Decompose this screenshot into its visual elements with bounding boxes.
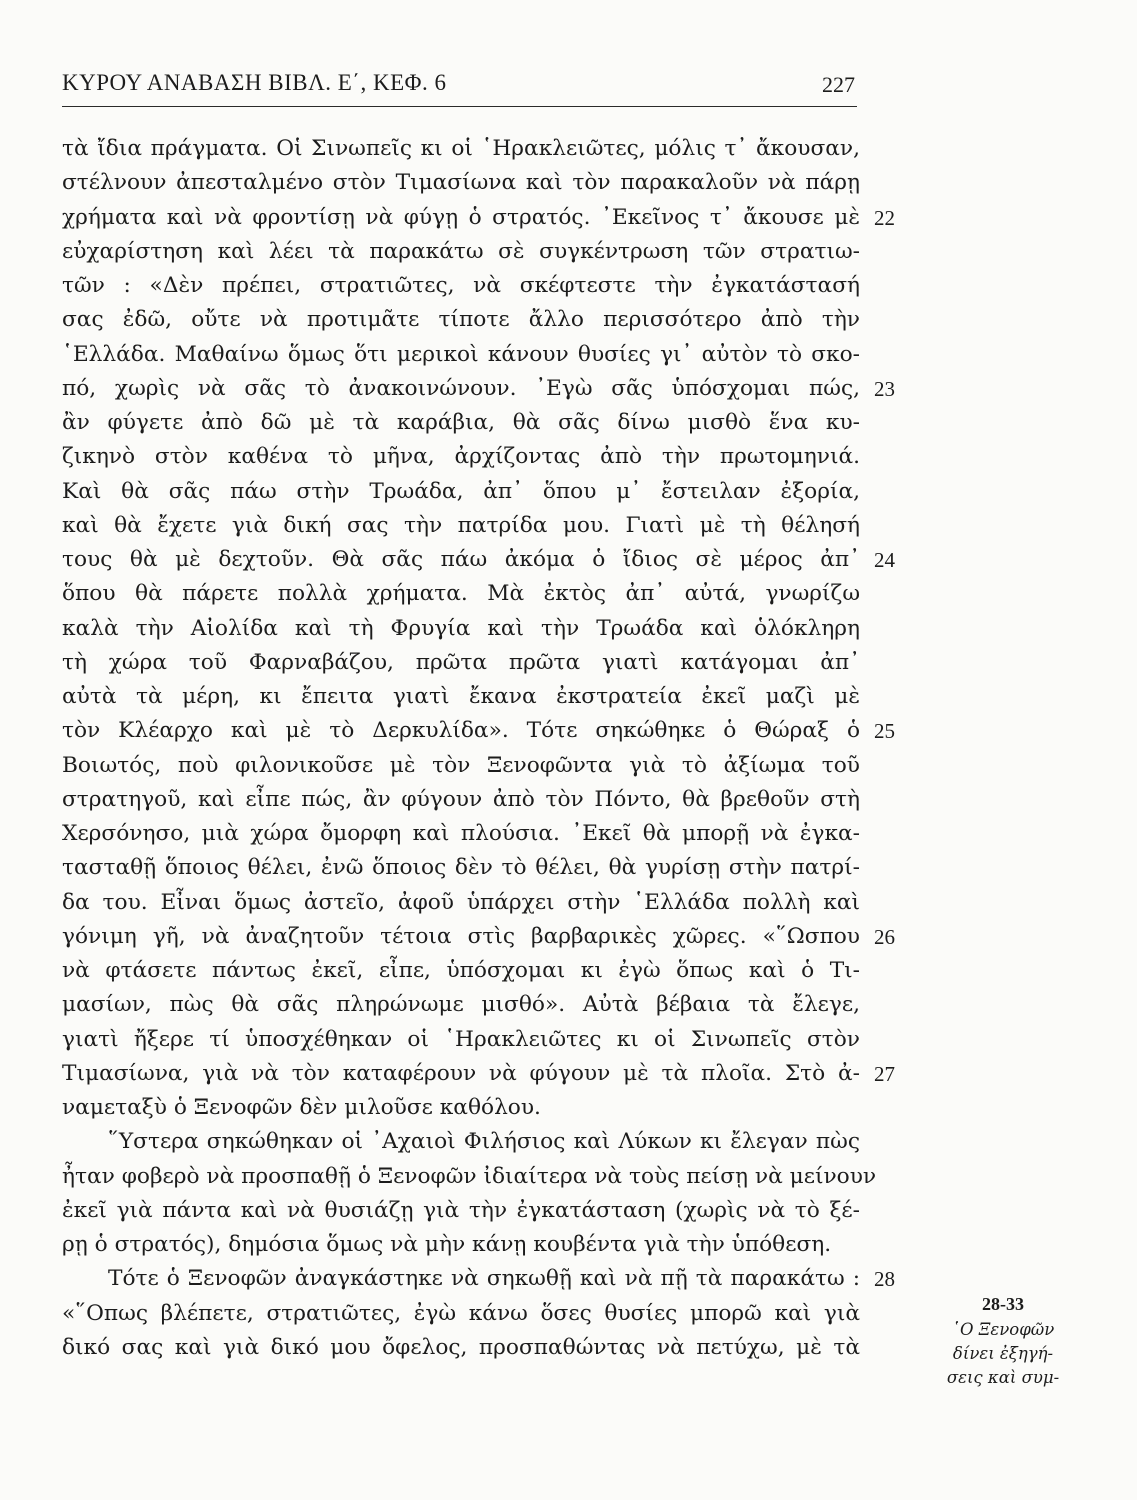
text-line-content: «῞Οπως βλέπετε, στρατιῶτες, ἐγὼ κάνω ὅσες θυσίες μπορῶ καὶ γιὰ	[62, 1300, 860, 1326]
text-line-content: νὰ φτάσετε πάντως ἐκεῖ, εἶπε, ὑπόσχομαι κι ἐγὼ ὅπως καὶ ὁ Τι-	[62, 958, 860, 983]
text-line-content: ῾Ελλάδα. Μαθαίνω ὅμως ὅτι μερικοὶ κάνουν θυσίες γι᾽ αὐτὸν τὸ σκο-	[62, 341, 860, 367]
text-line	[62, 372, 895, 406]
text-line	[62, 201, 895, 235]
text-line	[62, 886, 862, 920]
margin-line: δίνει ἐξηγή-	[952, 1344, 1054, 1363]
text-line-content: αὐτὰ τὰ μέρη, κι ἔπειτα γιατὶ ἔκανα ἐκστρατεία ἐκεῖ μαζὶ μὲ	[62, 684, 860, 709]
text-line	[62, 1091, 862, 1125]
text-line-content: ἐκεῖ γιὰ πάντα καὶ νὰ θυσιάζῃ γιὰ τὴν ἐγκατάσταση (χωρὶς νὰ τὸ ξέ-	[62, 1197, 860, 1223]
text-line-content: χρήματα καὶ νὰ φροντίσῃ νὰ φύγῃ ὁ στρατός. ᾽Εκεῖνος τ᾽ ἄκουσε μὲ	[62, 204, 860, 230]
text-line	[62, 440, 862, 474]
running-header	[62, 62, 857, 107]
margin-section-range: 28-33	[982, 1294, 1024, 1314]
text-line	[62, 612, 862, 646]
text-line-content: τὰ ἴδια πράγματα. Οἱ Σινωπεῖς κι οἱ ῾Ηρακλειῶτες, μόλις τ᾽ ἄκουσαν,	[62, 136, 860, 161]
text-line-content: καὶ θὰ ἔχετε γιὰ δική σας τὴν πατρίδα μου. Γιατὶ μὲ τὴ θέλησή	[62, 512, 860, 538]
text-line	[62, 988, 862, 1022]
text-line-content: τὴ χώρα τοῦ Φαρναβάζου, πρῶτα πρῶτα γιατὶ κατάγομαι ἀπ᾽	[62, 649, 860, 675]
text-line-content: δα του. Εἶναι ὅμως ἀστεῖο, ἀφοῦ ὑπάρχει στὴν ῾Ελλάδα πολλὴ καὶ	[62, 889, 860, 915]
text-line	[62, 1125, 862, 1159]
text-line	[62, 1023, 862, 1057]
text-line	[62, 1262, 895, 1296]
text-line	[62, 338, 862, 372]
text-line	[62, 920, 895, 954]
text-line	[62, 646, 862, 680]
text-line	[62, 132, 862, 166]
text-line	[62, 783, 862, 817]
margin-line: ῾Ο Ξενοφῶν	[951, 1320, 1055, 1339]
text-line-content: τῶν : «Δὲν πρέπει, στρατιῶτες, νὰ σκέφτεστε τὴν ἐγκατάστασή	[62, 273, 860, 298]
text-line-content: στρατηγοῦ, καὶ εἶπε πώς, ἂν φύγουν ἀπὸ τὸν Πόντο, θὰ βρεθοῦν στὴ	[62, 786, 860, 812]
text-line	[62, 166, 862, 200]
text-line	[62, 1331, 862, 1365]
text-line	[62, 1160, 877, 1194]
text-line	[62, 303, 862, 337]
text-line	[62, 577, 862, 611]
text-line	[62, 954, 862, 988]
text-line	[62, 475, 862, 509]
text-line-content: καλὰ τὴν Αἰολίδα καὶ τὴ Φρυγία καὶ τὴν Τρωάδα καὶ ὁλόκληρη	[62, 615, 860, 641]
text-line-content: ζικηνὸ στὸν καθένα τὸ μῆνα, ἀρχίζοντας ἀπὸ τὴν πρωτομηνιά.	[62, 444, 860, 470]
margin-line: σεις καὶ συμ-	[946, 1368, 1060, 1387]
text-line	[62, 1194, 862, 1228]
text-line-content: Χερσόνησο, μιὰ χώρα ὄμορφη καὶ πλούσια. ᾽Εκεῖ θὰ μπορῇ νὰ ἐγκα-	[62, 821, 860, 846]
text-line-content: Τότε ὁ Ξενοφῶν ἀναγκάστηκε νὰ σηκωθῇ καὶ νὰ πῇ τὰ παρακάτω :	[108, 1266, 860, 1292]
text-line	[62, 1057, 895, 1091]
text-line	[62, 235, 862, 269]
text-line-content: στέλνουν ἀπεσταλμένο στὸν Τιμασίωνα καὶ τὸν παρακαλοῦν νὰ πάρῃ	[62, 170, 860, 196]
text-line-content: μασίων, πὼς θὰ σᾶς πληρώνωμε μισθό». Αὐτὰ βέβαια τὰ ἔλεγε,	[62, 992, 860, 1018]
text-line-content: ναμεταξὺ ὁ Ξενοφῶν δὲν μιλοῦσε καθόλου.	[62, 1095, 541, 1120]
section-number: 27	[874, 1061, 895, 1086]
text-line-content: δικό σας καὶ γιὰ δικό μου ὄφελος, προσπαθώντας νὰ πετύχω, μὲ τὰ	[62, 1334, 860, 1360]
section-number: 24	[874, 548, 895, 572]
text-line-content: ῞Υστερα σηκώθηκαν οἱ ᾽Αχαιοὶ Φιλήσιος καὶ Λύκων κι ἔλεγαν πὼς	[108, 1129, 860, 1155]
text-line-content: ρῃ ὁ στρατός), δημόσια ὅμως νὰ μὴν κάνῃ κουβέντα γιὰ τὴν ὑπόθεση.	[62, 1232, 832, 1257]
text-line-content: ἂν φύγετε ἀπὸ δῶ μὲ τὰ καράβια, θὰ σᾶς δίνω μισθὸ ἕνα κυ-	[62, 410, 860, 435]
text-line-content: τασταθῇ ὅποιος θέλει, ἐνῶ ὅποιος δὲν τὸ θέλει, θὰ γυρίσῃ στὴν πατρί-	[62, 855, 860, 881]
text-line	[62, 543, 895, 577]
main-text	[62, 132, 895, 1365]
text-line-content: τὸν Κλέαρχο καὶ μὲ τὸ Δερκυλίδα». Τότε σηκώθηκε ὁ Θώραξ ὁ	[62, 718, 860, 744]
text-line-content: πό, χωρὶς νὰ σᾶς τὸ ἀνακοινώνουν. ᾽Εγὼ σᾶς ὑπόσχομαι πώς,	[62, 375, 860, 401]
text-line	[62, 851, 862, 885]
text-line	[62, 269, 862, 303]
text-line-content: Καὶ θὰ σᾶς πάω στὴν Τρωάδα, ἀπ᾽ ὅπου μ᾽ ἔστειλαν ἐξορία,	[62, 478, 860, 504]
section-number: 22	[874, 205, 895, 230]
text-line-content: τους θὰ μὲ δεχτοῦν. Θὰ σᾶς πάω ἀκόμα ὁ ἴδιος σὲ μέρος ἀπ᾽	[62, 547, 860, 572]
text-line-content: Βοιωτός, ποὺ φιλονικοῦσε μὲ τὸν Ξενοφῶντα γιὰ τὸ ἀξίωμα τοῦ	[62, 752, 860, 778]
text-line-content: ἦταν φοβερὸ νὰ προσπαθῇ ὁ Ξενοφῶν ἰδιαίτερα νὰ τοὺς πείσῃ νὰ μείνουν	[62, 1163, 877, 1189]
section-number: 23	[874, 376, 895, 401]
text-line	[62, 406, 862, 440]
text-line	[62, 749, 862, 783]
text-line-content: εὐχαρίστηση καὶ λέει τὰ παρακάτω σὲ συγκέντρωση τῶν στρατιω-	[62, 238, 860, 264]
section-number: 28	[874, 1267, 895, 1292]
text-line	[62, 714, 895, 748]
section-number: 25	[874, 719, 895, 744]
text-line-content: Τιμασίωνα, γιὰ νὰ τὸν καταφέρουν νὰ φύγουν μὲ τὰ πλοῖα. Στὸ ἀ-	[62, 1060, 860, 1086]
section-number: 26	[874, 924, 895, 949]
text-line-content: γιατὶ ἤξερε τί ὑποσχέθηκαν οἱ ῾Ηρακλειῶτες κι οἱ Σινωπεῖς στὸν	[62, 1026, 860, 1052]
text-line	[62, 680, 862, 714]
text-line	[62, 817, 862, 851]
text-line	[62, 1297, 862, 1331]
text-line-content: γόνιμη γῆ, νὰ ἀναζητοῦν τέτοια στὶς βαρβαρικὲς χῶρες. «῞Ωσπου	[62, 923, 860, 949]
text-line-content: ὅπου θὰ πάρετε πολλὰ χρήματα. Μὰ ἐκτὸς ἀπ᾽ αὐτά, γνωρίζω	[62, 581, 860, 607]
text-line	[62, 509, 862, 543]
running-title: ΚΥΡΟΥ ΑΝΑΒΑΣΗ ΒΙΒΛ. Ε΄, ΚΕΦ. 6	[62, 70, 447, 95]
text-line	[62, 1228, 862, 1262]
page-number: 227	[822, 72, 855, 97]
margin-summary	[918, 1290, 1088, 1390]
text-line-content: σας ἐδῶ, οὔτε νὰ προτιμᾶτε τίποτε ἄλλο περισσότερο ἀπὸ τὴν	[62, 307, 860, 333]
